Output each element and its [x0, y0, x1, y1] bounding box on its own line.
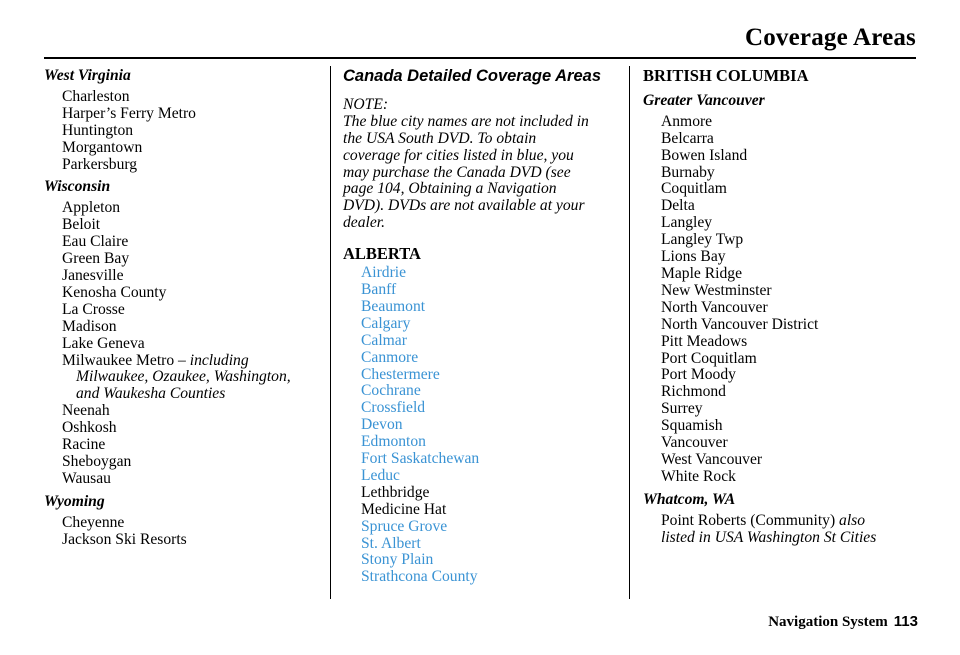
section-title-greater-vancouver: Greater Vancouver [643, 91, 765, 109]
list-item: Calmar [361, 331, 407, 349]
list-item: Racine [62, 436, 106, 454]
list-item: Stony Plain [361, 551, 434, 569]
point-roberts-note-2: listed in USA Washington St Cities [661, 528, 877, 546]
list-item: Lions Bay [661, 248, 726, 266]
list-item: Spruce Grove [361, 517, 448, 535]
list-item: Janesville [62, 266, 124, 284]
list-item: Canmore [361, 348, 419, 366]
list-greater-vancouver [643, 114, 923, 486]
milwaukee-note-1: including [189, 351, 249, 369]
list-item: Chestermere [361, 365, 440, 383]
section-title-wyoming: Wyoming [44, 492, 105, 510]
column-british-columbia [643, 68, 923, 552]
list-item: Port Moody [661, 366, 736, 384]
milwaukee-note-2: Milwaukee, Ozaukee, Washington, [76, 368, 291, 386]
list-item-point-roberts [643, 513, 923, 547]
list-item: Sheboygan [62, 452, 132, 470]
list-item: St. Albert [361, 534, 421, 552]
list-alberta [343, 265, 623, 586]
list-item: Harper’s Ferry Metro [62, 104, 196, 122]
list-item: West Vancouver [661, 450, 763, 468]
list-item: Pitt Meadows [661, 332, 748, 350]
list-item: Cochrane [361, 382, 421, 400]
column-canada-alberta [343, 68, 623, 592]
note-line: dealer. [343, 214, 386, 232]
list-west-virginia [44, 89, 314, 174]
list-item: Banff [361, 280, 397, 298]
list-item: Langley [661, 214, 713, 232]
note-block [343, 97, 623, 232]
note-line: may purchase the Canada DVD (see [343, 163, 571, 181]
column-us-states [44, 68, 314, 554]
list-item: Charleston [62, 87, 130, 105]
list-item: Beaumont [361, 297, 426, 315]
list-item: Bowen Island [661, 146, 748, 164]
footer-system-name: Navigation System [768, 614, 888, 630]
list-item-milwaukee [44, 353, 314, 404]
list-item: Lethbridge [361, 483, 430, 501]
note-line: page 104, Obtaining a Navigation [343, 180, 557, 198]
list-item: Anmore [661, 112, 713, 130]
list-item: Green Bay [62, 250, 130, 268]
list-item: Vancouver [661, 434, 728, 452]
list-item: Richmond [661, 383, 726, 401]
province-british-columbia: BRITISH COLUMBIA [643, 66, 809, 85]
list-item: Wausau [62, 469, 111, 487]
list-item: Kenosha County [62, 283, 167, 301]
list-item: Beloit [62, 216, 101, 234]
section-title-wisconsin: Wisconsin [44, 178, 111, 196]
list-item: Edmonton [361, 433, 426, 451]
list-item: Surrey [661, 400, 703, 418]
section-title-whatcom: Whatcom, WA [643, 490, 736, 508]
list-item: Morgantown [62, 138, 143, 156]
list-whatcom [643, 513, 923, 547]
list-item: Devon [361, 416, 403, 434]
list-item: Coquitlam [661, 180, 727, 198]
list-item: North Vancouver District [661, 315, 819, 333]
province-alberta: ALBERTA [343, 244, 421, 264]
list-item: White Rock [661, 467, 736, 485]
page-footer [768, 613, 918, 631]
list-wyoming [44, 515, 314, 549]
note-line: The blue city names are not included in [343, 112, 589, 130]
column-divider-2 [629, 66, 630, 599]
point-roberts-note-1: also [839, 511, 866, 529]
note-line: DVD). DVDs are not available at your [343, 197, 585, 215]
list-item: Belcarra [661, 129, 714, 147]
milwaukee-name: Milwaukee Metro – [62, 351, 190, 369]
list-item: Leduc [361, 466, 400, 484]
list-item: Port Coquitlam [661, 349, 757, 367]
canada-heading: Canada Detailed Coverage Areas [343, 67, 601, 85]
list-item: Calgary [361, 314, 411, 332]
milwaukee-note-3: and Waukesha Counties [76, 385, 226, 403]
list-item: Maple Ridge [661, 264, 742, 282]
list-item: La Crosse [62, 300, 125, 318]
list-item: New Westminster [661, 281, 772, 299]
note-line: the USA South DVD. To obtain [343, 129, 537, 147]
column-divider-1 [330, 66, 331, 599]
list-item: Fort Saskatchewan [361, 450, 480, 468]
page-number: 113 [893, 613, 918, 630]
list-item: Medicine Hat [361, 500, 447, 518]
list-item: Cheyenne [62, 513, 125, 531]
list-item: Squamish [661, 417, 723, 435]
list-item: Appleton [62, 199, 121, 217]
list-item: Lake Geneva [62, 334, 145, 352]
list-item: Neenah [62, 402, 110, 420]
list-item: Oshkosh [62, 419, 117, 437]
list-item: Eau Claire [62, 233, 129, 251]
list-wisconsin [44, 200, 314, 487]
list-item: Burnaby [661, 163, 715, 181]
header-rule [44, 57, 916, 59]
list-item: North Vancouver [661, 298, 768, 316]
point-roberts-name: Point Roberts (Community) [661, 511, 840, 529]
page-title: Coverage Areas [744, 24, 916, 51]
list-item: Huntington [62, 121, 134, 139]
list-item: Airdrie [361, 264, 407, 282]
list-item: Parkersburg [62, 155, 138, 173]
list-item: Crossfield [361, 399, 426, 417]
list-item: Madison [62, 317, 117, 335]
list-item: Delta [661, 197, 695, 215]
note-label: NOTE: [343, 95, 389, 113]
list-item: Langley Twp [661, 231, 744, 249]
note-line: coverage for cities listed in blue, you [343, 146, 574, 164]
list-item: Strathcona County [361, 568, 478, 586]
list-item: Jackson Ski Resorts [62, 530, 187, 548]
section-title-west-virginia: West Virginia [44, 67, 131, 84]
